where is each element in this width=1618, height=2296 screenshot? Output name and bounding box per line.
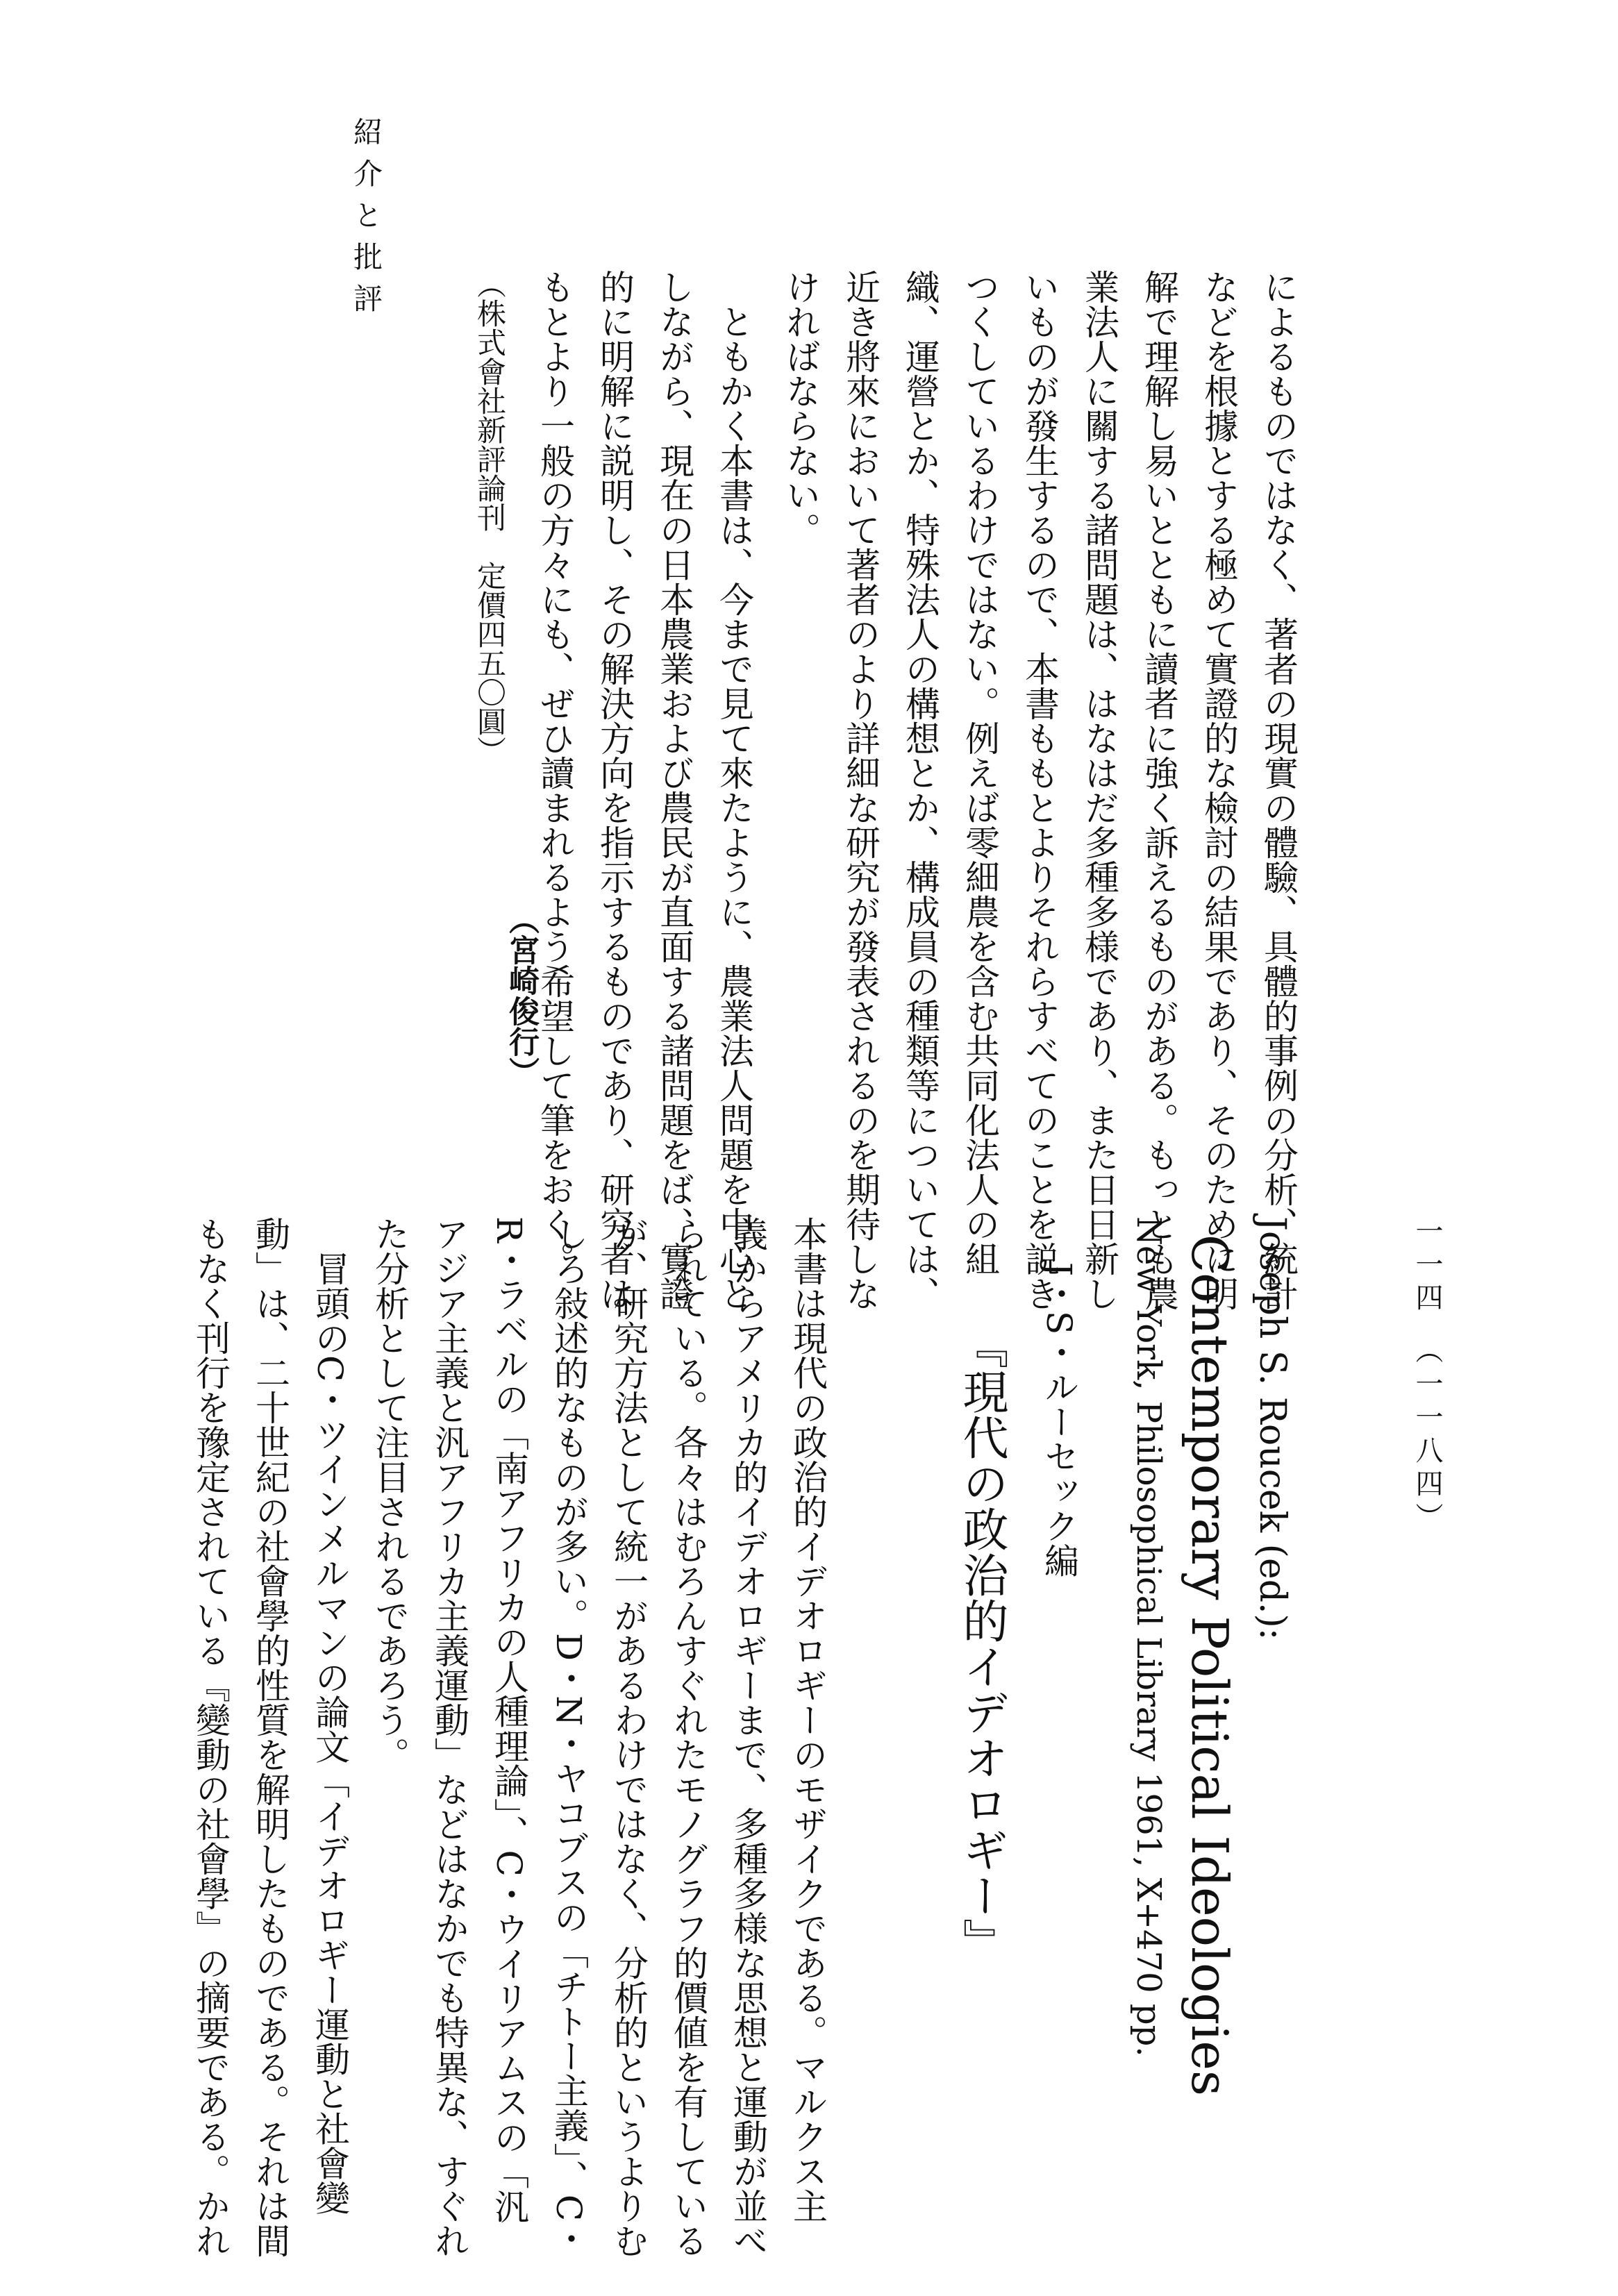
new-review-line: られている。各々はむろんすぐれたモノグラフ的價値を有している xyxy=(668,1216,708,2258)
new-review-line: R・ラベルの「南アフリカの人種理論」、C・ウイリアムスの「汎 xyxy=(489,1216,529,2224)
prev-review-line: ければならない。 xyxy=(781,269,821,547)
page-number: 一一四 （一一八四） xyxy=(1411,1216,1443,1536)
prev-review-line: ともかく本書は、今まで見て來たように、農業法人問題を中心と xyxy=(714,269,754,1311)
prev-review-line: しながら、現在の日本農業および農民が直面する諸問題をば、實證 xyxy=(654,269,694,1311)
new-review-line: 本書は現代の政治的イデオロギーのモザイクである。マルクス主 xyxy=(787,1216,828,2223)
new-review-line: 動」は、二十世紀の社會學的性質を解明したものである。それは間 xyxy=(250,1216,290,2258)
prev-review-line: 近き將來において著者のより詳細な研究が發表されるのを期待しな xyxy=(840,269,881,1311)
book-publication: New York, Philosophical Library 1961, X+470 pp. xyxy=(1129,1216,1168,2057)
new-review-line: が、研究方法として統一があるわけではなく、分析的というよりむ xyxy=(608,1216,649,2258)
book-author: Joseph S. Roucek (ed.): xyxy=(1251,1216,1293,1641)
new-review-line: 義からアメリカ的イデオロギーまで、多種多様な思想と運動が並べ xyxy=(728,1216,768,2258)
prev-review-line: によるものではなく、著者の現實の體驗、具體的事例の分析、統計 xyxy=(1258,269,1299,1311)
prev-review-line: 織、運營とか、特殊法人の構想とか、構成員の種類等については、 xyxy=(900,269,940,1311)
reviewer-signature: （宮崎俊行） xyxy=(503,904,539,1087)
new-review-line: アジア主義と汎アフリカ主義運動」などはなかでも特異な、すぐれ xyxy=(429,1216,469,2258)
book-title: Contemporary Political Ideologies xyxy=(1181,1234,1239,2096)
publisher-note: （株式會社新評論刊 定價四五〇圓） xyxy=(473,269,507,765)
section-header: 紹介と批評 xyxy=(349,117,383,325)
book-editor-jp: J・S・ルーセック編 xyxy=(1039,1262,1079,1578)
prev-review-line: 解で理解し易いとともに讀者に強く訴えるものがある。もっとも農 xyxy=(1139,269,1179,1311)
prev-review-line: 業法人に關する諸問題は、はなはだ多種多様であり、また日日新し xyxy=(1079,269,1119,1311)
new-review-line: 冒頭のC・ツインメルマンの論文「イデオロギー運動と社會變 xyxy=(310,1216,350,2215)
prev-review-line: もとより一般の方々にも、ぜひ讀まれるよう希望して筆をおく。 xyxy=(535,269,575,1276)
prev-review-line: いものが發生するので、本書ももとよりそれらすべてのことを説き xyxy=(1019,269,1060,1311)
prev-review-line: 的に明解に説明し、その解決方向を指示するものであり、研究者は xyxy=(594,269,635,1311)
new-review-line: しろ敍述的なものが多い。D・N・ヤコブスの「チトー主義」、C・ xyxy=(549,1216,589,2256)
book-title-jp: 『現代の政治的イデオロギー』 xyxy=(955,1323,1008,1964)
prev-review-line: などを根據とする極めて實證的な檢討の結果であり、そのために明 xyxy=(1199,269,1239,1311)
prev-review-line: つくしているわけではない。例えば零細農を含む共同化法人の組 xyxy=(960,269,1000,1276)
new-review-line: もなく刊行を豫定されている『變動の社會學』の摘要である。かれ xyxy=(190,1216,231,2258)
new-review-line: た分析として注目されるであろう。 xyxy=(369,1216,410,1772)
